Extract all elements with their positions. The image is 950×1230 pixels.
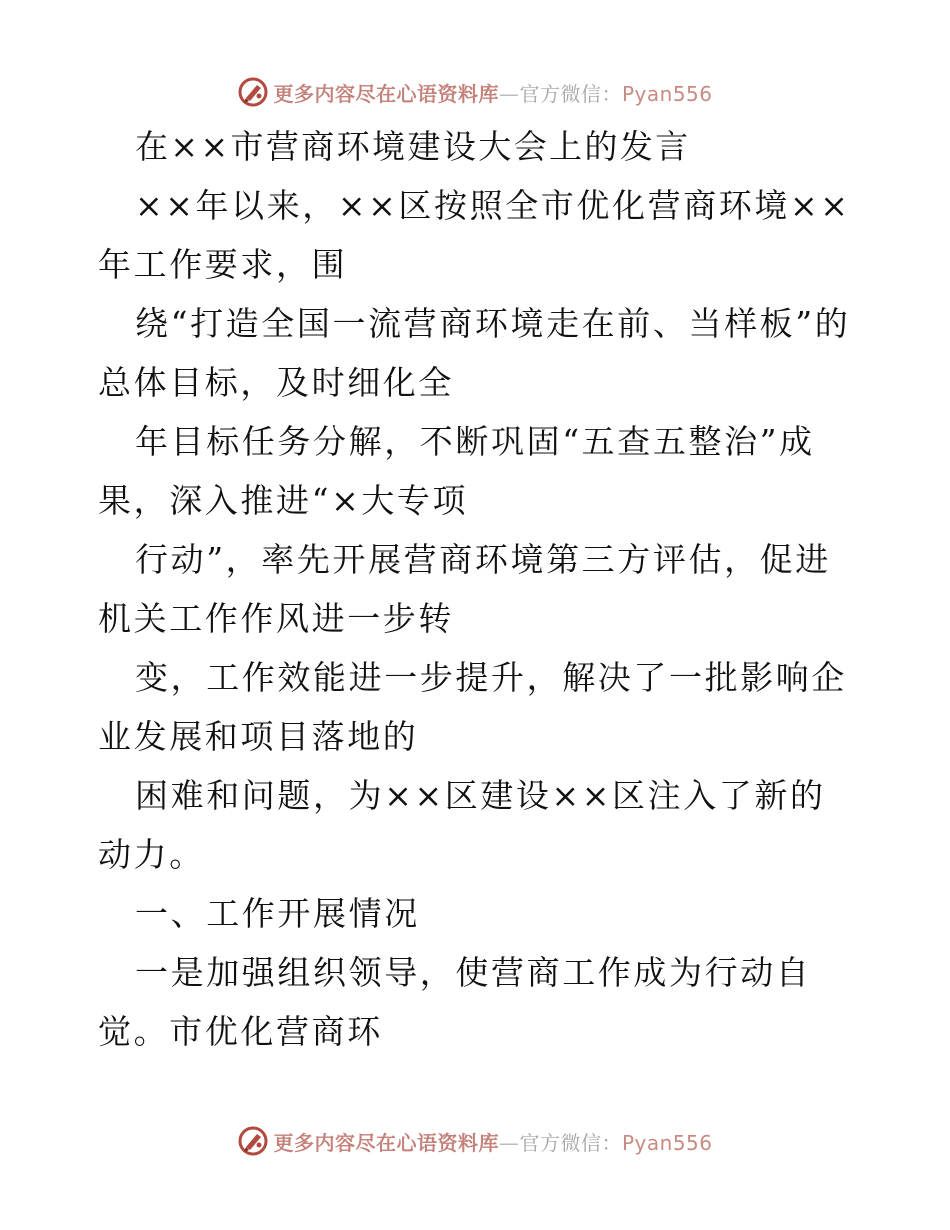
paragraph-2-line2: 总体目标，及时细化全 bbox=[98, 363, 454, 402]
document-body bbox=[98, 117, 858, 1061]
watermark-main: 更多内容尽在心语资料库 bbox=[273, 1130, 499, 1155]
watermark-id: Pyan556 bbox=[621, 1130, 713, 1155]
watermark-text bbox=[273, 1127, 712, 1156]
section-heading-1-text: 一、工作开展情况 bbox=[135, 894, 420, 933]
paragraph-6-line2: 力。 bbox=[133, 835, 205, 874]
footer-watermark bbox=[0, 1121, 950, 1161]
paragraph-5 bbox=[98, 648, 858, 766]
paragraph-1 bbox=[98, 176, 858, 294]
paragraph-1-line2: 年工作要求，围 bbox=[98, 245, 348, 284]
document-title: 在××市营商环境建设大会上的发言 bbox=[135, 127, 691, 166]
watermark-dash: — bbox=[498, 81, 520, 106]
paragraph-5-line2: 发展和项目落地的 bbox=[133, 717, 419, 756]
watermark-dash: — bbox=[498, 1130, 520, 1155]
watermark-id: Pyan556 bbox=[621, 81, 713, 106]
paragraph-5-line1: 变，工作效能进一步提升，解决了一批影响企业 bbox=[98, 658, 847, 756]
pen-circle-logo-icon bbox=[237, 1125, 269, 1157]
pen-circle-logo-icon bbox=[237, 76, 269, 108]
paragraph-3-line2: 果，深入推进“×大专项 bbox=[98, 481, 469, 520]
section-heading-1 bbox=[98, 884, 858, 943]
paragraph-3-line1: 年目标任务分解，不断巩固“五查五整治”成 bbox=[135, 422, 815, 461]
paragraph-1-line1: ××年以来，××区按照全市优化营商环境×× bbox=[135, 186, 851, 225]
paragraph-7-line1: 一是加强组织领导，使营商工作成为行动自觉。 bbox=[98, 953, 812, 1051]
paragraph-4-line1: 行动”，率先开展营商环境第三方评估，促进机 bbox=[98, 540, 831, 638]
paragraph-4 bbox=[98, 530, 858, 648]
paragraph-7-line2: 市优化营商环 bbox=[169, 1012, 383, 1051]
paragraph-3 bbox=[98, 412, 858, 530]
paragraph-6 bbox=[98, 766, 858, 884]
paragraph-2-line1: 绕“打造全国一流营商环境走在前、当样板”的 bbox=[135, 304, 851, 343]
header-watermark bbox=[0, 72, 950, 112]
watermark-sub: 官方微信： bbox=[519, 81, 622, 106]
paragraph-4-line2: 关工作作风进一步转 bbox=[133, 599, 455, 638]
watermark-main: 更多内容尽在心语资料库 bbox=[273, 81, 499, 106]
watermark-sub: 官方微信： bbox=[519, 1130, 622, 1155]
paragraph-2 bbox=[98, 294, 858, 412]
paragraph-7 bbox=[98, 943, 858, 1061]
watermark-text bbox=[273, 78, 712, 107]
paragraph-6-line1: 困难和问题，为××区建设××区注入了新的动 bbox=[98, 776, 826, 874]
